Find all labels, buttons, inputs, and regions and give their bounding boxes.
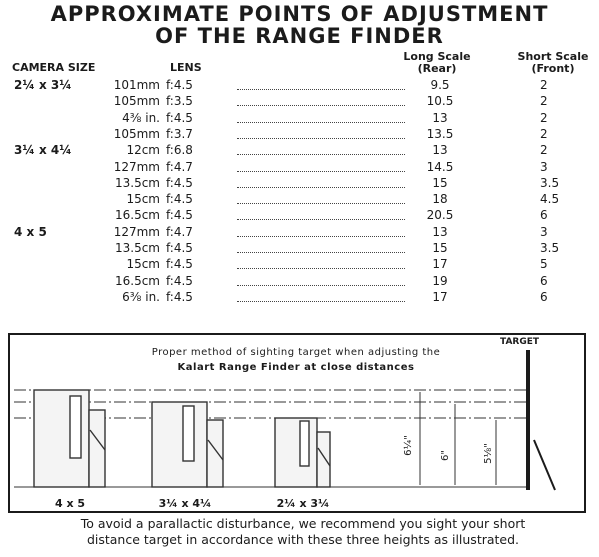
lens-cell bbox=[92, 290, 193, 304]
short-scale-value: 2 bbox=[540, 143, 548, 157]
lens-cell bbox=[92, 176, 193, 190]
long-scale-value: 18 bbox=[432, 192, 448, 206]
long-scale-value: 13 bbox=[432, 111, 448, 125]
dot-leader bbox=[237, 89, 405, 90]
lens-cell bbox=[92, 225, 193, 239]
page-title-line2: OF THE RANGE FINDER bbox=[155, 24, 444, 48]
camera-size-cell: 3¼ x 4¼ bbox=[14, 143, 72, 157]
aperture: f:4.5 bbox=[166, 111, 193, 125]
illustration-caption-line1: Proper method of sighting target when adjusting the bbox=[151, 347, 441, 358]
lens-cell bbox=[92, 257, 193, 271]
dot-leader bbox=[237, 171, 405, 172]
short-scale-value: 2 bbox=[540, 127, 548, 141]
camera-label-2x3: 2¼ x 3¼ bbox=[276, 497, 330, 510]
camera-label-3x4: 3¼ x 4¼ bbox=[158, 497, 212, 510]
long-scale-value: 13 bbox=[432, 143, 448, 157]
footer-note bbox=[18, 516, 588, 548]
focal-length: 13.5cm bbox=[114, 241, 160, 255]
focal-length: 4⅜ in. bbox=[122, 111, 160, 125]
aperture: f:4.5 bbox=[166, 290, 193, 304]
short-scale-value: 6 bbox=[540, 274, 548, 288]
short-scale-value: 3 bbox=[540, 225, 548, 239]
page-title-line1: APPROXIMATE POINTS OF ADJUSTMENT bbox=[50, 2, 549, 26]
header-short-scale bbox=[512, 51, 594, 75]
long-scale-value: 19 bbox=[432, 274, 448, 288]
focal-length: 15cm bbox=[126, 257, 160, 271]
short-scale-value: 3 bbox=[540, 160, 548, 174]
dot-leader bbox=[237, 122, 405, 123]
short-scale-value: 6 bbox=[540, 290, 548, 304]
short-scale-label: Short Scale bbox=[517, 50, 589, 63]
height-label-3: 5⅛" bbox=[482, 443, 494, 464]
short-scale-value: 2 bbox=[540, 78, 548, 92]
dot-leader bbox=[237, 187, 405, 188]
long-scale-sub: (Rear) bbox=[417, 62, 457, 75]
long-scale-value: 10.5 bbox=[426, 94, 454, 108]
illustration-caption bbox=[86, 345, 506, 375]
aperture: f:4.5 bbox=[166, 176, 193, 190]
camera-label-4x5: 4 x 5 bbox=[54, 497, 86, 510]
long-scale-value: 13.5 bbox=[426, 127, 454, 141]
illustration-caption-line2: Kalart Range Finder at close distances bbox=[177, 362, 415, 373]
short-scale-value: 2 bbox=[540, 94, 548, 108]
aperture: f:4.7 bbox=[166, 225, 193, 239]
long-scale-value: 15 bbox=[432, 241, 448, 255]
long-scale-value: 20.5 bbox=[426, 208, 454, 222]
dot-leader bbox=[237, 219, 405, 220]
dot-leader bbox=[237, 236, 405, 237]
short-scale-value: 4.5 bbox=[540, 192, 560, 206]
dot-leader bbox=[237, 268, 405, 269]
aperture: f:3.5 bbox=[166, 94, 193, 108]
aperture: f:4.5 bbox=[166, 274, 193, 288]
lens-cell bbox=[92, 274, 193, 288]
aperture: f:4.5 bbox=[166, 78, 193, 92]
focal-length: 127mm bbox=[113, 160, 160, 174]
aperture: f:4.7 bbox=[166, 160, 193, 174]
long-scale-value: 14.5 bbox=[426, 160, 454, 174]
lens-cell bbox=[92, 241, 193, 255]
dot-leader bbox=[237, 105, 405, 106]
lens-cell bbox=[92, 160, 193, 174]
long-scale-value: 13 bbox=[432, 225, 448, 239]
lens-cell bbox=[92, 111, 193, 125]
aperture: f:4.5 bbox=[166, 192, 193, 206]
focal-length: 16.5cm bbox=[114, 274, 160, 288]
header-lens: LENS bbox=[170, 61, 202, 74]
focal-length: 12cm bbox=[126, 143, 160, 157]
long-scale-label: Long Scale bbox=[403, 50, 471, 63]
short-scale-value: 3.5 bbox=[540, 241, 560, 255]
short-scale-sub: (Front) bbox=[531, 62, 575, 75]
short-scale-value: 2 bbox=[540, 111, 548, 125]
header-camera-size: CAMERA SIZE bbox=[12, 61, 96, 74]
long-scale-value: 15 bbox=[432, 176, 448, 190]
focal-length: 15cm bbox=[126, 192, 160, 206]
dot-leader bbox=[237, 252, 405, 253]
focal-length: 13.5cm bbox=[114, 176, 160, 190]
dot-leader bbox=[237, 154, 405, 155]
aperture: f:4.5 bbox=[166, 257, 193, 271]
height-label-2: 6" bbox=[439, 450, 451, 461]
footer-line1: To avoid a parallactic disturbance, we recommend you sight your short bbox=[80, 516, 526, 531]
header-long-scale bbox=[392, 51, 482, 75]
lens-cell bbox=[92, 127, 193, 141]
dot-leader bbox=[237, 203, 405, 204]
short-scale-value: 5 bbox=[540, 257, 548, 271]
focal-length: 127mm bbox=[113, 225, 160, 239]
lens-cell bbox=[92, 192, 193, 206]
aperture: f:6.8 bbox=[166, 143, 193, 157]
camera-size-cell: 2¼ x 3¼ bbox=[14, 78, 72, 92]
aperture: f:4.5 bbox=[166, 208, 193, 222]
target-label: TARGET bbox=[500, 337, 540, 347]
focal-length: 105mm bbox=[113, 127, 160, 141]
focal-length: 16.5cm bbox=[114, 208, 160, 222]
short-scale-value: 3.5 bbox=[540, 176, 560, 190]
height-label-1: 6¼" bbox=[402, 435, 414, 456]
focal-length: 105mm bbox=[113, 94, 160, 108]
lens-cell bbox=[92, 208, 193, 222]
camera-size-cell: 4 x 5 bbox=[14, 225, 47, 239]
short-scale-value: 6 bbox=[540, 208, 548, 222]
focal-length: 6⅜ in. bbox=[122, 290, 160, 304]
long-scale-value: 9.5 bbox=[430, 78, 450, 92]
aperture: f:4.5 bbox=[166, 241, 193, 255]
lens-cell bbox=[92, 94, 193, 108]
long-scale-value: 17 bbox=[432, 290, 448, 304]
focal-length: 101mm bbox=[113, 78, 160, 92]
long-scale-value: 17 bbox=[432, 257, 448, 271]
aperture: f:3.7 bbox=[166, 127, 193, 141]
footer-line2: distance target in accordance with these three heights as illustrated. bbox=[86, 532, 520, 547]
dot-leader bbox=[237, 138, 405, 139]
dot-leader bbox=[237, 301, 405, 302]
lens-cell bbox=[92, 143, 193, 157]
lens-cell bbox=[92, 78, 193, 92]
dot-leader bbox=[237, 285, 405, 286]
